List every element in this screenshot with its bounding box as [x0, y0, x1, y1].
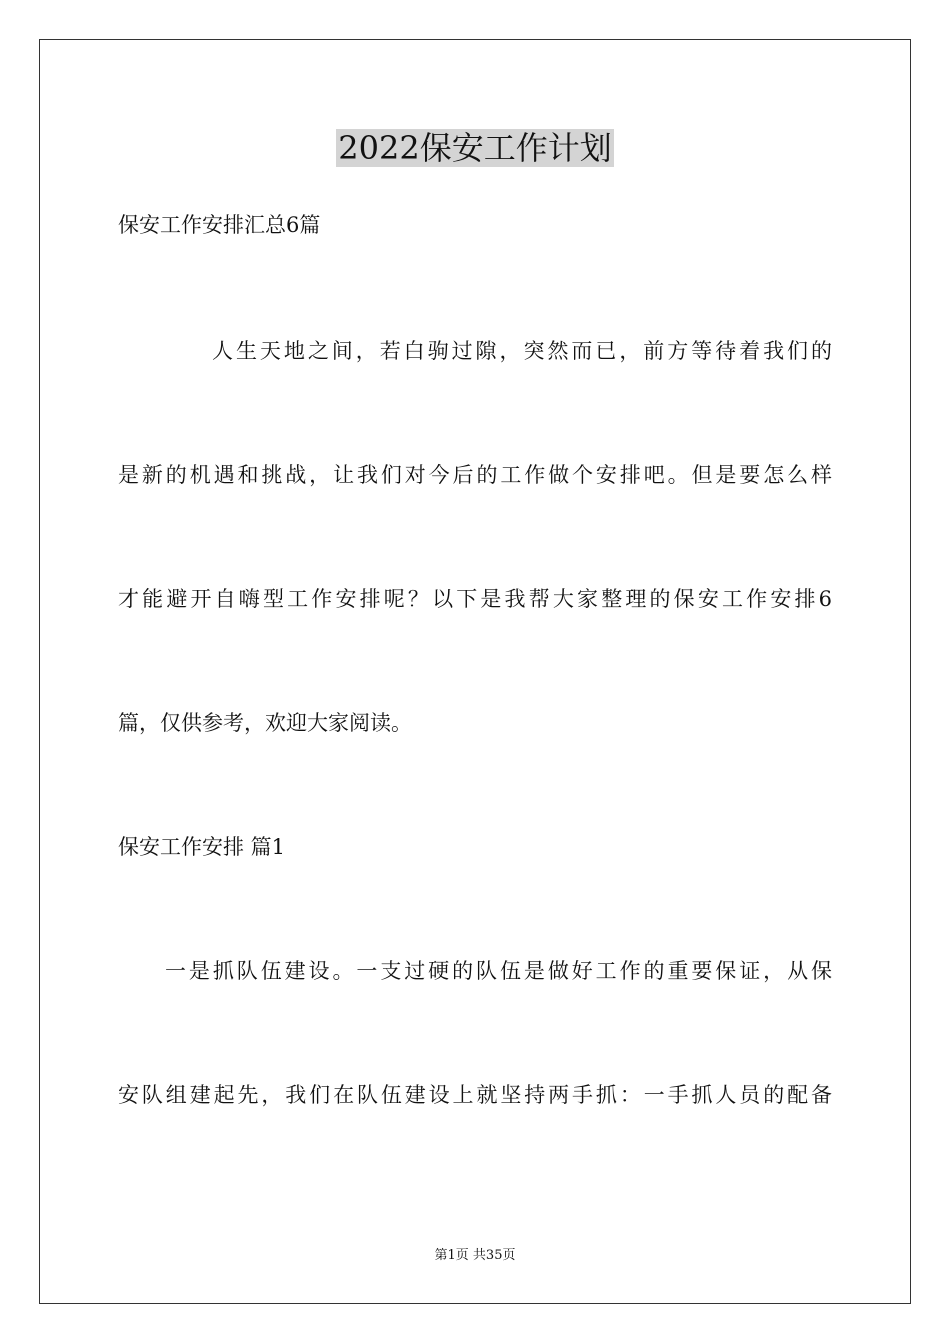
body-line-2: 安队组建起先，我们在队伍建设上就坚持两手抓：一手抓人员的配备: [118, 1083, 832, 1107]
intro-line-3: 才能避开自嗨型工作安排呢？以下是我帮大家整理的保安工作安排6: [118, 587, 832, 611]
body-line-1: 一是抓队伍建设。一支过硬的队伍是做好工作的重要保证，从保: [165, 959, 832, 983]
document-title-text: 2022保安工作计划: [338, 129, 612, 167]
document-title: [0, 128, 950, 168]
page-footer: 第1页 共35页: [434, 1248, 516, 1263]
intro-line-2: 是新的机遇和挑战，让我们对今后的工作做个安排吧。但是要怎么样: [118, 463, 832, 487]
intro-line-4: 篇，仅供参考，欢迎大家阅读。: [118, 711, 412, 735]
document-subtitle: 保安工作安排汇总6篇: [118, 213, 321, 237]
intro-line-1: 人生天地之间，若白驹过隙，突然而已，前方等待着我们的: [212, 339, 832, 363]
section-heading: 保安工作安排 篇1: [118, 835, 286, 859]
